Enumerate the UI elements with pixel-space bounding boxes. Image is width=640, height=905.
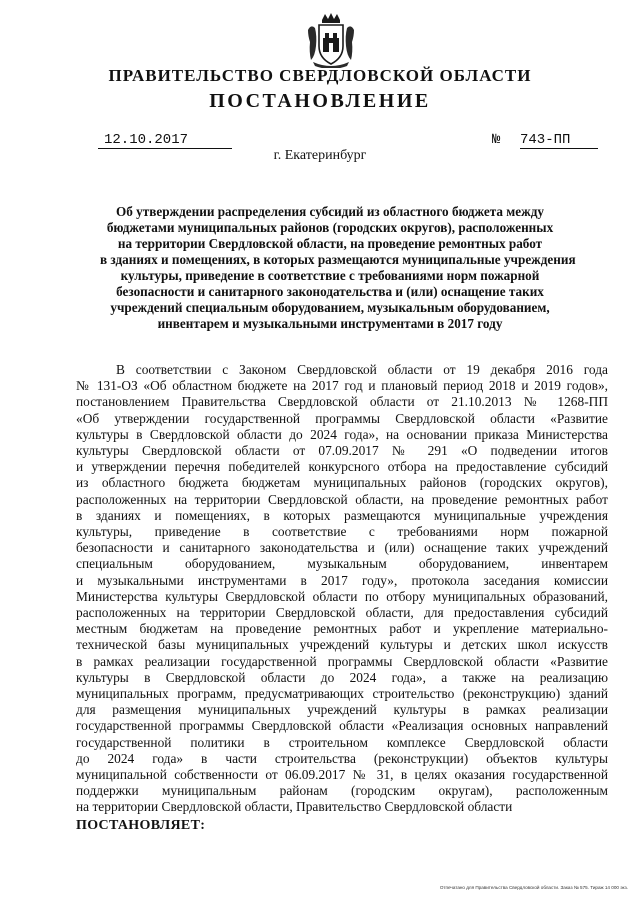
body-line: специальным оборудованием, музыкальным оборудованием, инвентарем — [76, 556, 608, 572]
body-line: «Об утверждении государственной программы Свердловской области «Развитие — [76, 410, 608, 426]
body-line: и утверждении перечня победителей конкурсного отбора на предоставление субсидий — [76, 459, 608, 475]
body-line: поддержки муниципальным районам (городским округам), расположенным — [76, 783, 608, 799]
coat-of-arms-icon — [305, 12, 357, 68]
document-date: 12.10.2017 — [98, 132, 232, 149]
body-line: культуры, приведение в соответствие с требованиями норм пожарной — [76, 524, 608, 540]
body-line: Министерства культуры Свердловской области по отбору муниципальных образований, — [76, 588, 608, 604]
body-line: местным бюджетам на проведение ремонтных работ и укрепление материально- — [76, 621, 608, 637]
body-line: муниципальной собственности от 06.09.2017 № 31, в целях оказания государственной — [76, 767, 608, 783]
government-name: ПРАВИТЕЛЬСТВО СВЕРДЛОВСКОЙ ОБЛАСТИ — [108, 66, 532, 85]
body-line: государственной политики в строительном комплексе Свердловской области — [76, 734, 608, 750]
body-line: на территории Свердловской области, Правительство Свердловской области — [76, 799, 513, 815]
document-city: г. Екатеринбург — [273, 148, 367, 163]
document-title — [100, 204, 576, 332]
title-line: бюджетами муниципальных районов (городских округов), расположенных — [106, 220, 554, 235]
body-line: культуры в Свердловской области до 2024 года», а также на реализацию — [76, 669, 608, 685]
body-line: культуры Свердловской области от 07.09.2017 № 291 «О подведении итогов — [76, 443, 608, 459]
body-line: в рамках реализации государственной программы Свердловской области «Развитие — [76, 653, 608, 669]
decree-word: ПОСТАНОВЛЯЕТ: — [76, 818, 206, 833]
body-line: и музыкальными инструментами в 2017 году», протокола заседания комиссии — [76, 572, 608, 588]
title-line: учреждений специальным оборудованием, музыкальным оборудованием, — [110, 300, 550, 315]
body-line: безопасности и санитарного законодательства и (или) оснащение таких учреждений — [76, 540, 608, 556]
title-line: на территории Свердловской области, на проведение ремонтных работ — [117, 236, 543, 251]
body-line: до 2024 года» в части строительства (реконструкции) объектов культуры — [76, 750, 608, 766]
title-line: безопасности и санитарного законодательства и (или) оснащение таких — [116, 284, 544, 299]
body-line: для размещения муниципальных учреждений культуры в рамках реализации — [76, 702, 608, 718]
body-line: государственной программы Свердловской области «Реализация основных направлений — [76, 718, 608, 734]
title-line: в зданиях и помещениях, в которых размещаются муниципальные учреждения — [100, 252, 576, 267]
body-line: культуры в Свердловской области до 2024 года», на основании приказа Министерства — [76, 426, 608, 442]
body-line: расположенных на территории Свердловской области, на проведение ремонтных работ — [76, 491, 608, 507]
title-line: культуры, приведение в соответствие с требованиями норм пожарной — [120, 268, 540, 283]
print-footer: Отпечатано для Правительства Свердловской области. Заказ № 575. Тираж 14 000 экз. — [439, 885, 628, 890]
body-line: технической базы муниципальных учреждений культуры и детских школ искусств — [76, 637, 608, 653]
body-line: В соответствии с Законом Свердловской области от 19 декабря 2016 года — [116, 362, 608, 377]
body-line: из областного бюджета бюджетам муниципальных районов (городских округов), — [76, 475, 608, 491]
body-line: муниципальных программ, предусматривающих строительство (реконструкцию) зданий — [76, 686, 608, 702]
body-line: постановлением Правительства Свердловской области от 21.10.2013 № 1268-ПП — [76, 394, 608, 410]
title-line: инвентарем и музыкальными инструментами в 2017 году — [157, 316, 503, 331]
document-type: ПОСТАНОВЛЕНИЕ — [209, 90, 431, 112]
body-line: № 131-ОЗ «Об областном бюджете на 2017 год и плановый период 2018 и 2019 годов», — [76, 378, 608, 394]
number-sign: № — [492, 132, 501, 148]
title-line: Об утверждении распределения субсидий из областного бюджета между — [116, 204, 544, 219]
document-number: 743-ПП — [520, 132, 598, 149]
body-line: расположенных на территории Свердловской области, для предоставления субсидий — [76, 605, 608, 621]
body-line: в зданиях и помещениях, в которых размещаются муниципальные учреждения — [76, 507, 608, 523]
document-body — [76, 362, 608, 816]
